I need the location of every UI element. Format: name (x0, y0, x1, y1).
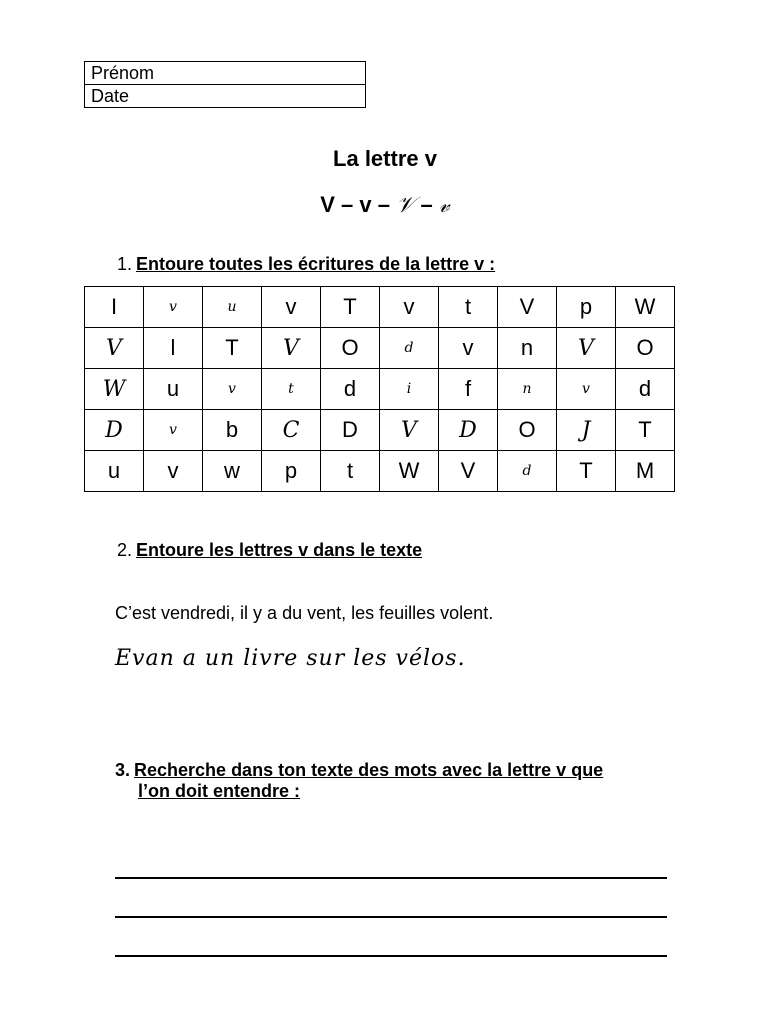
grid-cell[interactable]: T (203, 328, 262, 369)
letter-grid (84, 286, 675, 492)
grid-row (85, 369, 675, 410)
grid-cell[interactable]: v (203, 369, 262, 410)
sentence-print: C’est vendredi, il y a du vent, les feuilles volent. (115, 603, 494, 623)
grid-cell[interactable]: C (262, 410, 321, 451)
grid-cell[interactable]: n (498, 328, 557, 369)
answer-line[interactable] (115, 877, 667, 879)
answer-line[interactable] (115, 955, 667, 957)
grid-row (85, 287, 675, 328)
sentence-cursive: Evan a un livre sur les vélos. (115, 646, 466, 671)
grid-cell[interactable]: V (380, 410, 439, 451)
grid-cell[interactable]: b (203, 410, 262, 451)
grid-cell[interactable]: l (144, 328, 203, 369)
grid-cell[interactable]: D (321, 410, 380, 451)
grid-cell[interactable]: d (616, 369, 675, 410)
cursive-lower-v: 𝓋 (438, 193, 450, 218)
question-2 (117, 540, 422, 561)
grid-cell[interactable]: v (380, 287, 439, 328)
letter-forms (0, 192, 770, 218)
grid-cell[interactable]: t (439, 287, 498, 328)
grid-cell[interactable]: J (557, 410, 616, 451)
grid-row (85, 410, 675, 451)
grid-cell[interactable]: T (557, 451, 616, 492)
grid-cell[interactable]: V (262, 328, 321, 369)
grid-cell[interactable]: u (85, 451, 144, 492)
grid-cell[interactable]: v (262, 287, 321, 328)
grid-cell[interactable]: u (203, 287, 262, 328)
grid-cell[interactable]: T (616, 410, 675, 451)
grid-cell[interactable]: T (321, 287, 380, 328)
grid-cell[interactable]: t (321, 451, 380, 492)
grid-cell[interactable]: v (144, 451, 203, 492)
grid-cell[interactable]: D (85, 410, 144, 451)
grid-cell[interactable]: p (262, 451, 321, 492)
grid-cell[interactable]: O (321, 328, 380, 369)
name-date-box (84, 61, 366, 108)
grid-row (85, 451, 675, 492)
question-1 (117, 254, 495, 275)
grid-cell[interactable]: d (498, 451, 557, 492)
grid-row (85, 328, 675, 369)
grid-cell[interactable]: i (380, 369, 439, 410)
question-text: Entoure toutes les écritures de la lettre v : (136, 254, 496, 274)
grid-cell[interactable]: V (557, 328, 616, 369)
print-forms: V – v – (320, 192, 397, 217)
grid-cell[interactable]: O (498, 410, 557, 451)
grid-cell[interactable]: u (144, 369, 203, 410)
question-3 (115, 760, 685, 802)
grid-cell[interactable]: W (85, 369, 144, 410)
dash: – (414, 192, 439, 217)
grid-cell[interactable]: V (498, 287, 557, 328)
grid-cell[interactable]: M (616, 451, 675, 492)
grid-cell[interactable]: I (85, 287, 144, 328)
grid-cell[interactable]: v (144, 410, 203, 451)
page-title: La lettre v (333, 146, 437, 171)
grid-cell[interactable]: v (557, 369, 616, 410)
question-text-cont: l’on doit entendre : (138, 781, 300, 801)
grid-cell[interactable]: n (498, 369, 557, 410)
grid-cell[interactable]: w (203, 451, 262, 492)
grid-cell[interactable]: W (380, 451, 439, 492)
grid-cell[interactable]: p (557, 287, 616, 328)
answer-line[interactable] (115, 916, 667, 918)
date-field[interactable]: Date (85, 85, 366, 108)
grid-cell[interactable]: D (439, 410, 498, 451)
grid-cell[interactable]: W (616, 287, 675, 328)
question-text: Recherche dans ton texte des mots avec la lettre v que (134, 760, 604, 780)
grid-cell[interactable]: V (439, 451, 498, 492)
cursive-upper-v: 𝒱 (396, 193, 415, 218)
question-text: Entoure les lettres v dans le texte (136, 540, 423, 560)
grid-cell[interactable]: f (439, 369, 498, 410)
grid-cell[interactable]: v (144, 287, 203, 328)
grid-cell[interactable]: V (85, 328, 144, 369)
grid-cell[interactable]: t (262, 369, 321, 410)
grid-cell[interactable]: d (321, 369, 380, 410)
question-number: 3. (115, 760, 131, 780)
grid-cell[interactable]: v (439, 328, 498, 369)
question-number: 1. (117, 254, 133, 274)
grid-cell[interactable]: d (380, 328, 439, 369)
grid-cell[interactable]: O (616, 328, 675, 369)
prenom-field[interactable]: Prénom (85, 62, 366, 85)
question-number: 2. (117, 540, 133, 560)
